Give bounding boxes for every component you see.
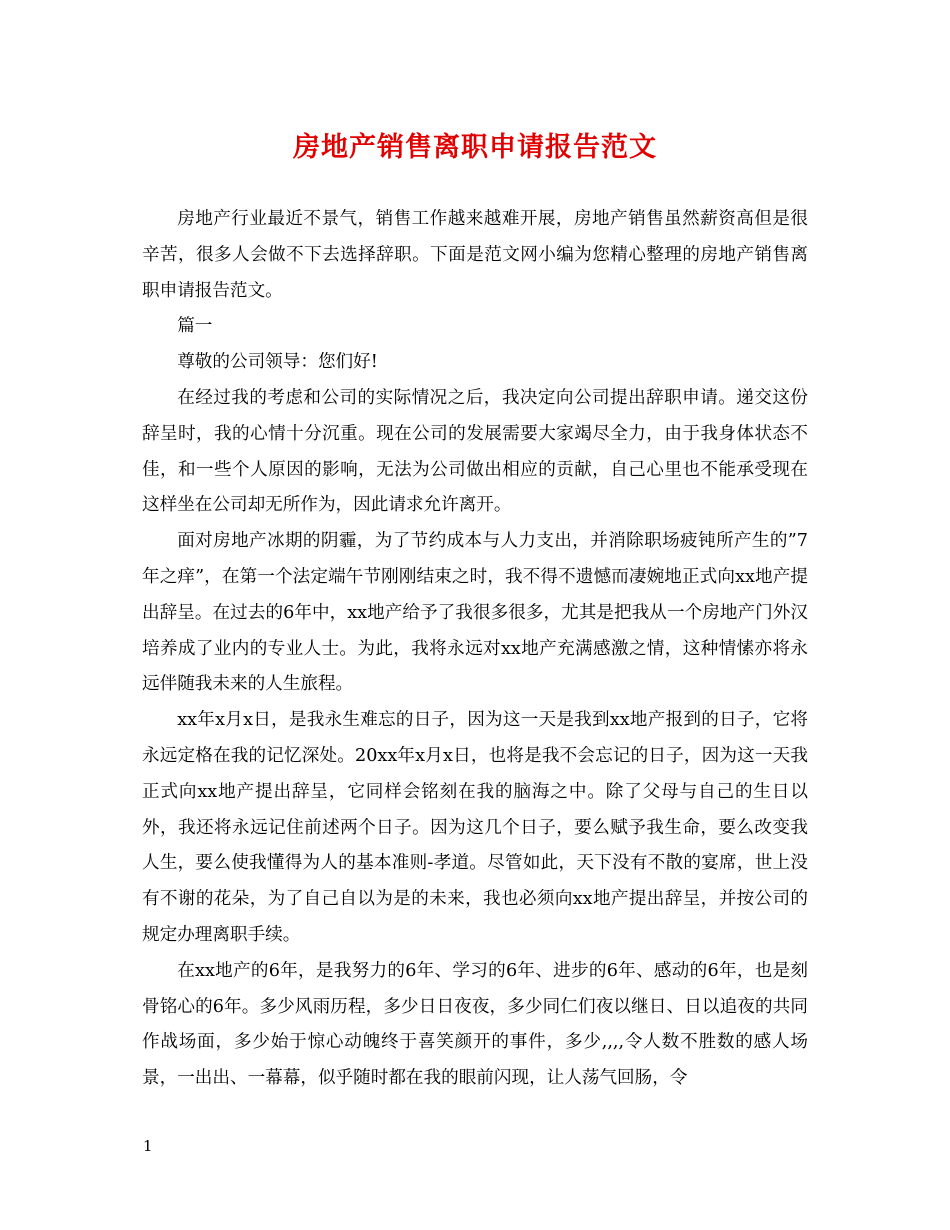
page-number: 1: [143, 1137, 153, 1155]
paragraph-salutation: 尊敬的公司领导：您们好!: [177, 352, 378, 373]
paragraph-intro: 房地产行业最近不景气，销售工作越来越难开展，房地产销售虽然薪资高但是很辛苦，很多人会做不下去选择辞职。下面是范文网小编为您精心整理的房地产销售离职申请报告范文。: [142, 209, 808, 301]
document-title: 房地产销售离职申请报告范文: [293, 132, 657, 163]
paragraph-body: 在经过我的考虑和公司的实际情况之后，我决定向公司提出辞职申请。递交这份辞呈时，我的心情十分沉重。现在公司的发展需要大家竭尽全力，由于我身体状态不佳，和一些个人原因的影响，无法为公司做出相应的贡献，自己心里也不能承受现在这样坐在公司却无所作为，因此请求允许离开。: [142, 387, 808, 516]
paragraph-body: 面对房地产冰期的阴霾，为了节约成本与人力支出，并消除职场疲钝所产生的”7年之痒”，在第一个法定端午节刚刚结束之时，我不得不遗憾而凄婉地正式向xx地产提出辞呈。在过去的6年中，xx地产给予了我很多很多，尤其是把我从一个房地产门外汉培养成了业内的专业人士。为此，我将永远对xx地产充满感激之情，这种情愫亦将永远伴随我未来的人生旅程。: [142, 531, 808, 695]
paragraph-body: 在xx地产的6年，是我努力的6年、学习的6年、进步的6年、感动的6年，也是刻骨铭心的6年。多少风雨历程，多少日日夜夜，多少同仁们夜以继日、日以追夜的共同作战场面，多少始于惊心动魄终于喜笑颜开的事件，多少,,,,令人数不胜数的感人场景，一出出、一幕幕，似乎随时都在我的眼前闪现，让人荡气回肠，令: [142, 960, 808, 1089]
paragraph-body: xx年x月x日，是我永生难忘的日子，因为这一天是我到xx地产报到的日子，它将永远定格在我的记忆深处。20xx年x月x日，也将是我不会忘记的日子，因为这一天我正式向xx地产提出辞呈，它同样会铭刻在我的脑海之中。除了父母与自己的生日以外，我还将永远记住前述两个日子。因为这几个日子，要么赋予我生命，要么改变我人生，要么使我懂得为人的基本准则-孝道。尽管如此，天下没有不散的宴席，世上没有不谢的花朵，为了自己自以为是的未来，我也必须向xx地产提出辞呈，并按公司的规定办理离职手续。: [142, 710, 808, 945]
document-body: [142, 202, 808, 1097]
paragraph-section-heading: 篇一: [177, 316, 213, 337]
